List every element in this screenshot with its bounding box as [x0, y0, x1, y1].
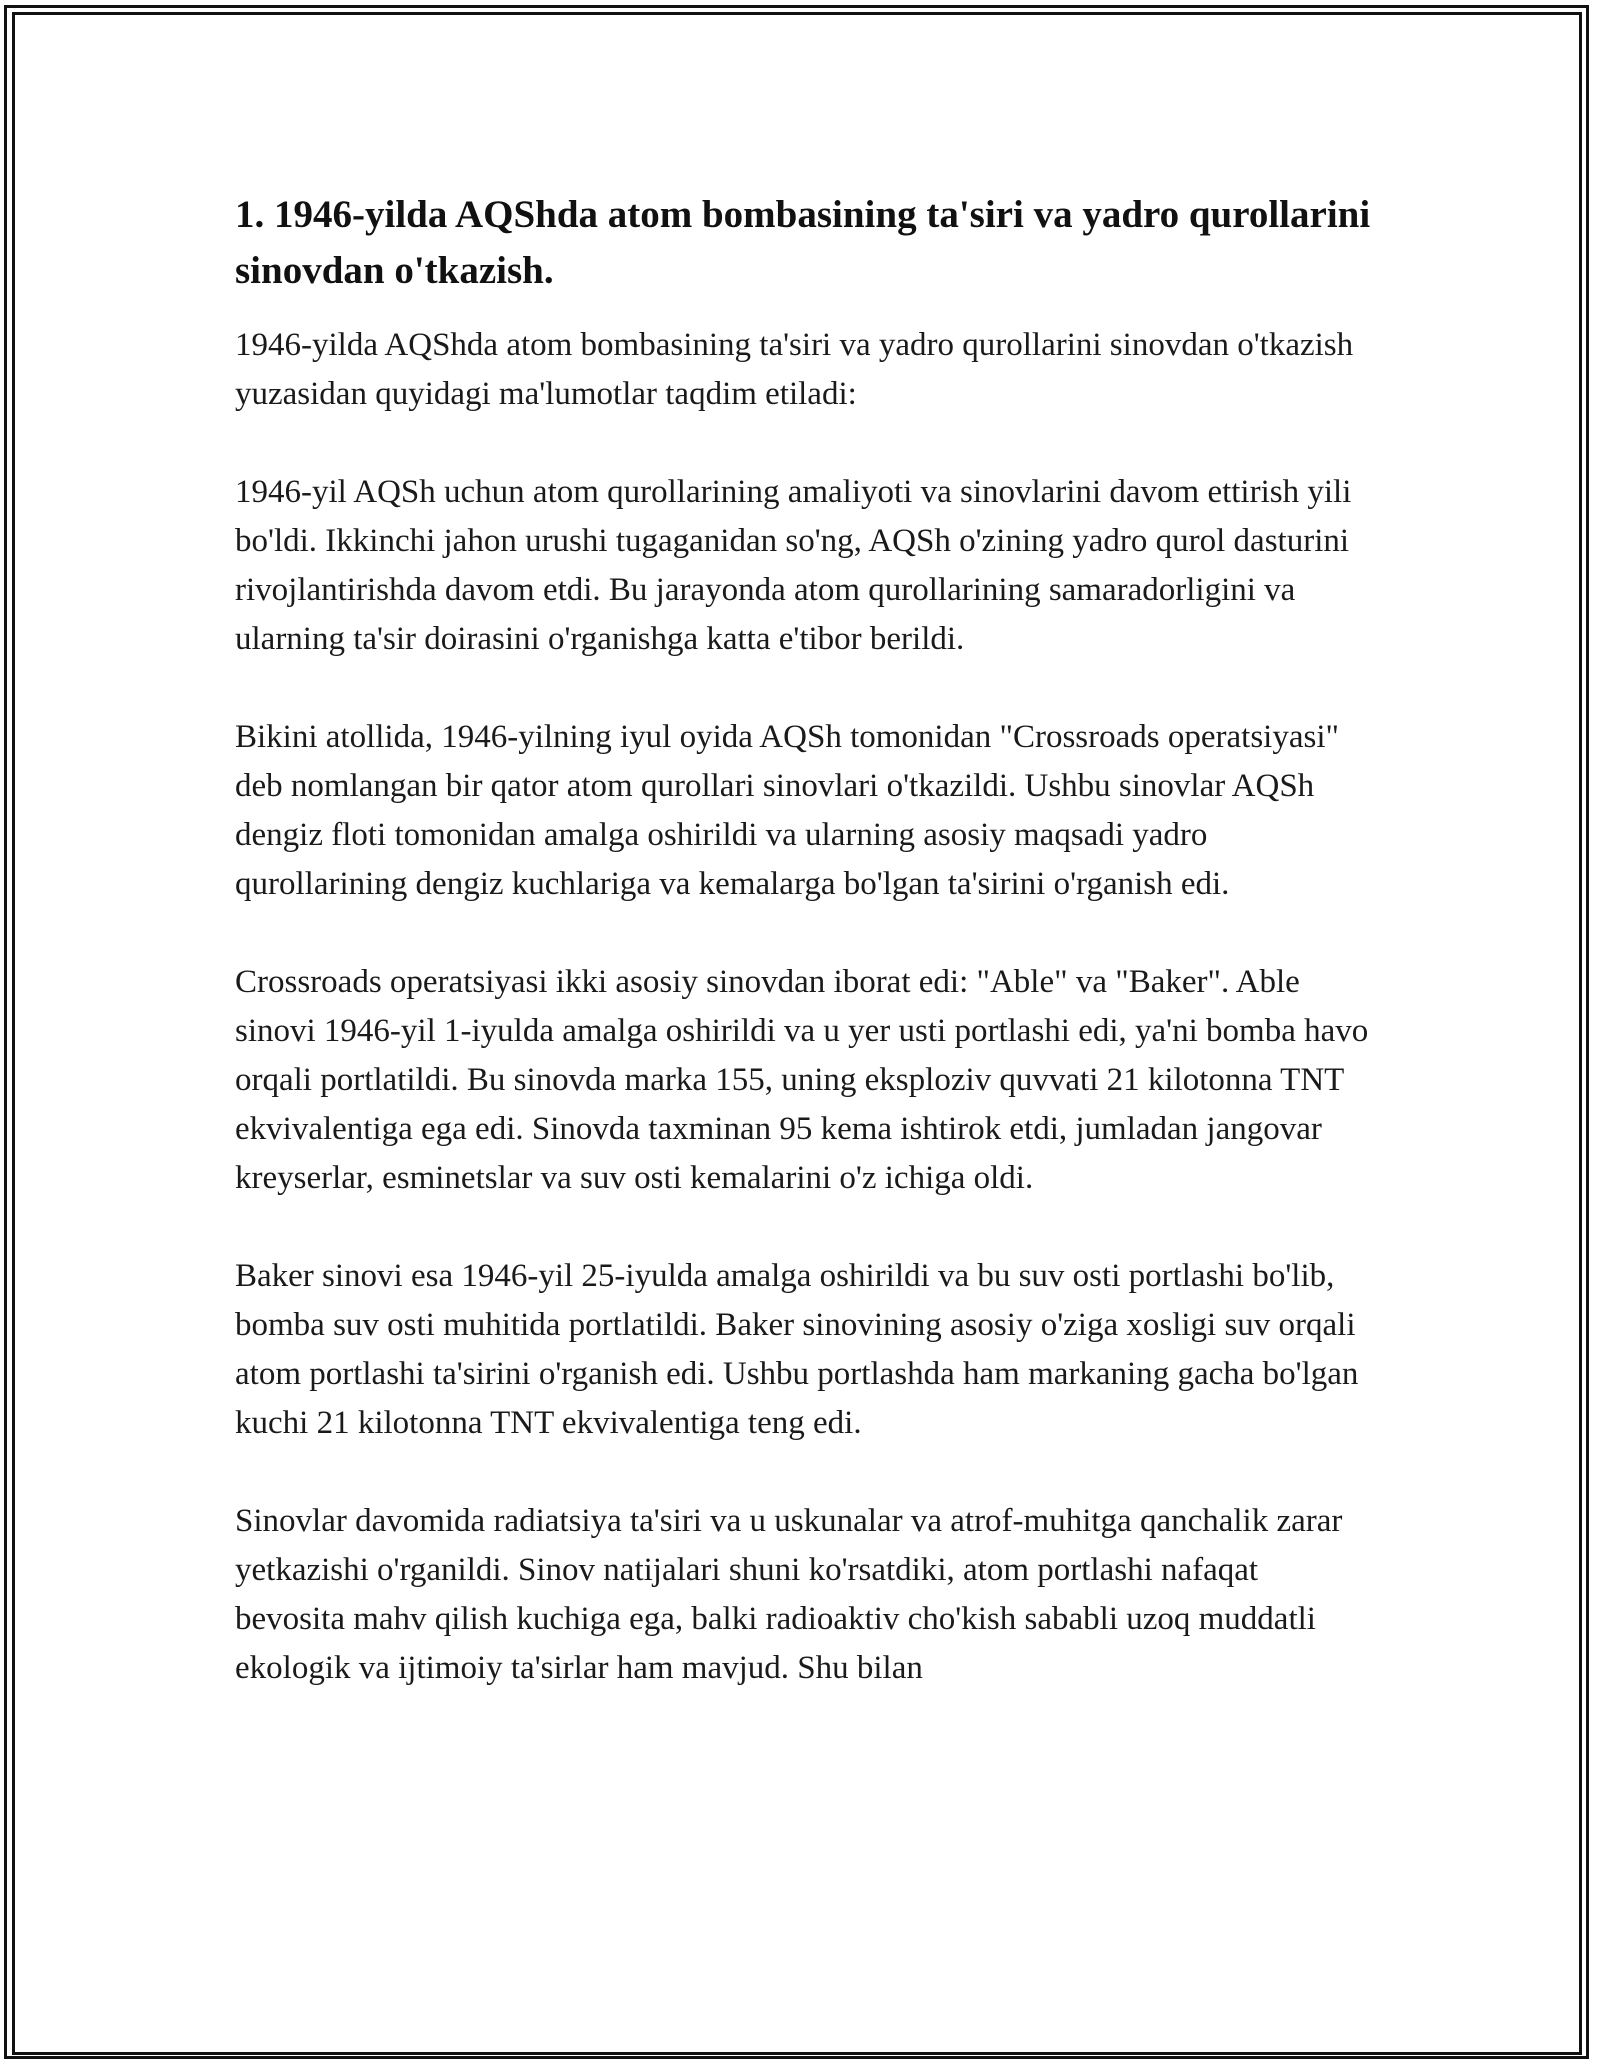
- paragraph-able-test: Crossroads operatsiyasi ikki asosiy sinovdan iborat edi: "Able" va "Baker". Able sinovi 1946-yil 1-iyulda amalga oshirildi va u yer usti portlashi edi, ya'ni bomba havo orqali portlatildi. Bu sinovda marka 155, uning eksploziv quvvati 21 kilotonna TNT ekvivalentiga ega edi. Sinovda taxminan 95 kema ishtirok etdi, jumladan jangovar kreyserlar, esminetslar va suv osti kemalarini o'z ichiga oldi.: [235, 964, 1369, 1196]
- paragraph-crossroads: Bikini atollida, 1946-yilning iyul oyida AQSh tomonidan "Crossroads operatsiyasi" deb nomlangan bir qator atom qurollari sinovlari o'tkazildi. Ushbu sinovlar AQSh dengiz floti tomonidan amalga oshirildi va ularning asosiy maqsadi yadro qurollarining dengiz kuchlariga va kemalarga bo'lgan ta'sirini o'rganish edi.: [235, 719, 1339, 902]
- document-title: 1. 1946-yilda AQShda atom bombasining ta'siri va yadro qurollarini sinovdan o'tkazish.: [235, 193, 1371, 292]
- paragraph-intro: 1946-yilda AQShda atom bombasining ta'siri va yadro qurollarini sinovdan o'tkazish yuzasidan quyidagi ma'lumotlar taqdim etiladi:: [235, 327, 1354, 412]
- document-body: [235, 187, 1375, 1742]
- paragraph-radiation: Sinovlar davomida radiatsiya ta'siri va u uskunalar va atrof-muhitga qanchalik zarar yetkazishi o'rganildi. Sinov natijalari shuni ko'rsatdiki, atom portlashi nafaqat bevosita mahv qilish kuchiga ega, balki radioaktiv cho'kish sababli uzoq muddatli ekologik va ijtimoiy ta'sirlar ham mavjud. Shu bilan: [235, 1503, 1343, 1686]
- paragraph-baker-test: Baker sinovi esa 1946-yil 25-iyulda amalga oshirildi va bu suv osti portlashi bo'lib, bomba suv osti muhitida portlatildi. Baker sinovining asosiy o'ziga xosligi suv orqali atom portlashi ta'sirini o'rganish edi. Ushbu portlashda ham markaning gacha bo'lgan kuchi 21 kilotonna TNT ekvivalentiga teng edi.: [235, 1258, 1359, 1441]
- paragraph-1946-program: 1946-yil AQSh uchun atom qurollarining amaliyoti va sinovlarini davom ettirish yili bo'ldi. Ikkinchi jahon urushi tugaganidan so'ng, AQSh o'zining yadro qurol dasturini rivojlantirishda davom etdi. Bu jarayonda atom qurollarining samaradorligini va ularning ta'sir doirasini o'rganishga katta e'tibor berildi.: [235, 474, 1352, 657]
